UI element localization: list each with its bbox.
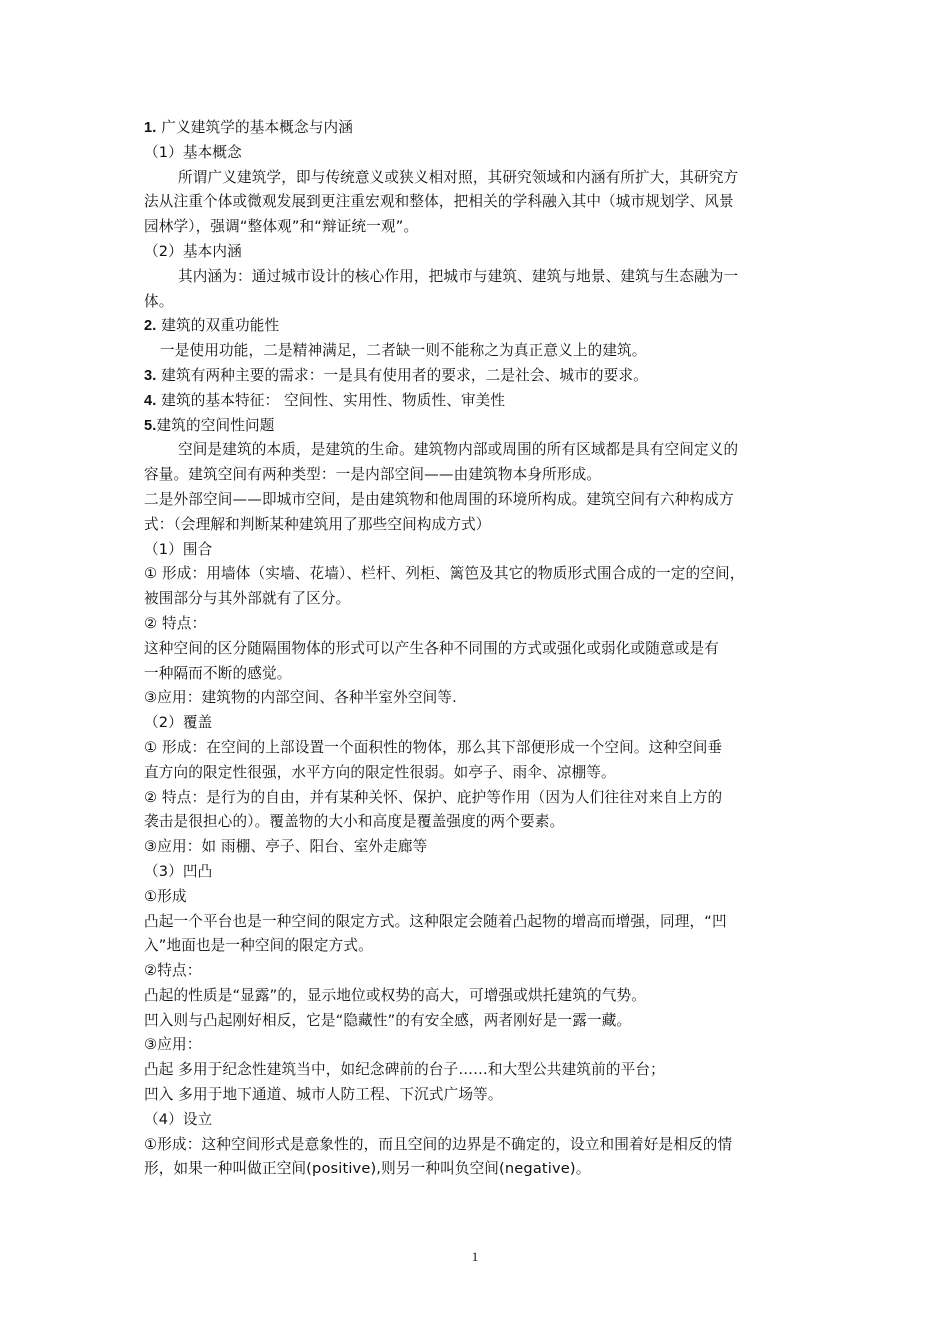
line-text: 式：（会理解和判断某种建筑用了那些空间构成方式） xyxy=(144,515,491,533)
text-line xyxy=(144,1108,808,1133)
line-text: 建筑的双重功能性 xyxy=(156,317,280,335)
text-line xyxy=(144,587,808,612)
line-text: 建筑有两种主要的需求：一是具有使用者的要求，二是社会、城市的要求。 xyxy=(156,366,648,384)
text-line xyxy=(144,835,808,860)
text-line xyxy=(144,662,808,687)
text-line xyxy=(144,438,808,463)
text-line xyxy=(144,240,808,265)
line-text: 被围部分与其外部就有了区分。 xyxy=(144,590,351,608)
line-text: （1）基本概念 xyxy=(144,143,242,161)
text-line xyxy=(144,1083,808,1108)
text-line xyxy=(144,265,808,290)
text-line xyxy=(144,141,808,166)
text-line xyxy=(144,562,808,587)
text-line xyxy=(144,339,808,364)
text-line xyxy=(144,711,808,736)
text-line xyxy=(144,463,808,488)
line-text: （4）设立 xyxy=(144,1110,213,1128)
line-text: 法从注重个体或微观发展到更注重宏观和整体，把相关的学科融入其中（城市规划学、风景 xyxy=(144,193,734,211)
line-text: （3）凹凸 xyxy=(144,862,213,880)
text-line xyxy=(144,885,808,910)
text-line xyxy=(144,1058,808,1083)
text-line xyxy=(144,364,808,389)
text-line xyxy=(144,959,808,984)
line-text: ① 形成：用墙体（实墙、花墙）、栏杆、列柜、篱笆及其它的物质形式围合成的一定的空间， xyxy=(144,565,745,583)
line-text: （2）基本内涵 xyxy=(144,242,242,260)
section-number: 5. xyxy=(144,417,157,434)
text-line xyxy=(144,984,808,1009)
line-text: 入”地面也是一种空间的限定方式。 xyxy=(144,937,373,955)
section-number: 4. xyxy=(144,392,157,409)
line-text: ② 特点： xyxy=(144,614,207,632)
text-line xyxy=(144,290,808,315)
line-text: 凹入 多用于地下通道、城市人防工程、下沉式广场等。 xyxy=(144,1086,503,1104)
line-text: 所谓广义建筑学，即与传统意义或狭义相对照，其研究领域和内涵有所扩大，其研究方 xyxy=(178,168,739,186)
line-text: ② 特点：是行为的自由，并有某种关怀、保护、庇护等作用（因为人们往往对来自上方的 xyxy=(144,788,723,806)
text-line xyxy=(144,761,808,786)
text-line xyxy=(144,389,808,414)
line-text: 凸起的性质是“显露”的，显示地位或权势的高大，可增强或烘托建筑的气势。 xyxy=(144,986,646,1004)
line-text: ①形成：这种空间形式是意象性的，而且空间的边界是不确定的，设立和围着好是相反的情 xyxy=(144,1135,733,1153)
line-text: 这种空间的区分随隔围物体的形式可以产生各种不同围的方式或强化或弱化或随意或是有 xyxy=(144,639,720,657)
document-body xyxy=(144,116,808,1182)
line-text: ③应用：如 雨棚、亭子、阳台、室外走廊等 xyxy=(144,838,428,856)
section-number: 3. xyxy=(144,367,157,384)
line-text: ③应用： xyxy=(144,1036,202,1054)
text-line xyxy=(144,414,808,439)
line-text: 体。 xyxy=(144,292,174,310)
section-number: 2. xyxy=(144,318,157,335)
line-text: 其内涵为：通过城市设计的核心作用，把城市与建筑、建筑与地景、建筑与生态融为一 xyxy=(178,267,739,285)
line-text: 袭击是很担心的）。覆盖物的大小和高度是覆盖强度的两个要素。 xyxy=(144,813,565,831)
line-text: 凸起一个平台也是一种空间的限定方式。这种限定会随着凸起物的增高而增强，同理，“凹 xyxy=(144,912,727,930)
text-line xyxy=(144,910,808,935)
line-text: ①形成 xyxy=(144,887,187,905)
line-text: 空间是建筑的本质，是建筑的生命。建筑物内部或周围的所有区域都是具有空间定义的 xyxy=(178,441,739,459)
line-text: 容量。建筑空间有两种类型：一是内部空间——由建筑物本身所形成。 xyxy=(144,466,602,484)
text-line xyxy=(144,116,808,141)
line-text: 建筑的空间性问题 xyxy=(156,416,275,434)
line-text: 凸起 多用于纪念性建筑当中，如纪念碑前的台子……和大型公共建筑前的平台； xyxy=(144,1061,665,1079)
text-line xyxy=(144,860,808,885)
text-line xyxy=(144,513,808,538)
text-line xyxy=(144,934,808,959)
text-line xyxy=(144,612,808,637)
line-text: ②特点： xyxy=(144,962,202,980)
text-line xyxy=(144,810,808,835)
text-line xyxy=(144,686,808,711)
page-number: 1 xyxy=(471,1249,479,1264)
text-line xyxy=(144,1157,808,1182)
text-line xyxy=(144,786,808,811)
line-text: ① 形成：在空间的上部设置一个面积性的物体，那么其下部便形成一个空间。这种空间垂 xyxy=(144,738,723,756)
text-line xyxy=(144,488,808,513)
line-text: 广义建筑学的基本概念与内涵 xyxy=(156,119,353,136)
text-line xyxy=(144,314,808,339)
text-line xyxy=(144,1033,808,1058)
line-text: 园林学），强调“整体观”和“辩证统一观”。 xyxy=(144,218,419,236)
text-line xyxy=(144,736,808,761)
text-line xyxy=(144,637,808,662)
text-line xyxy=(144,190,808,215)
text-line xyxy=(144,166,808,191)
line-text: （2）覆盖 xyxy=(144,714,213,732)
line-text: 形，如果一种叫做正空间(positive),则另一种叫负空间(negative)。 xyxy=(144,1160,591,1178)
line-text: 一种隔而不断的感觉。 xyxy=(144,664,292,682)
line-text: 建筑的基本特征： 空间性、实用性、物质性、审美性 xyxy=(156,391,506,409)
line-text: 二是外部空间——即城市空间，是由建筑物和他周围的环境所构成。建筑空间有六种构成方 xyxy=(144,490,734,508)
line-text: 一是使用功能，二是精神满足，二者缺一则不能称之为真正意义上的建筑。 xyxy=(160,342,647,360)
line-text: （1）围合 xyxy=(144,540,213,558)
text-line xyxy=(144,1133,808,1158)
line-text: 直方向的限定性很强，水平方向的限定性很弱。如亭子、雨伞、凉棚等。 xyxy=(144,763,616,781)
section-number: 1. xyxy=(144,120,157,136)
line-text: 凹入则与凸起刚好相反，它是“隐藏性”的有安全感，两者刚好是一露一藏。 xyxy=(144,1011,632,1029)
text-line xyxy=(144,538,808,563)
text-line xyxy=(144,215,808,240)
text-line xyxy=(144,1009,808,1034)
line-text: ③应用：建筑物的内部空间、各种半室外空间等. xyxy=(144,689,457,707)
